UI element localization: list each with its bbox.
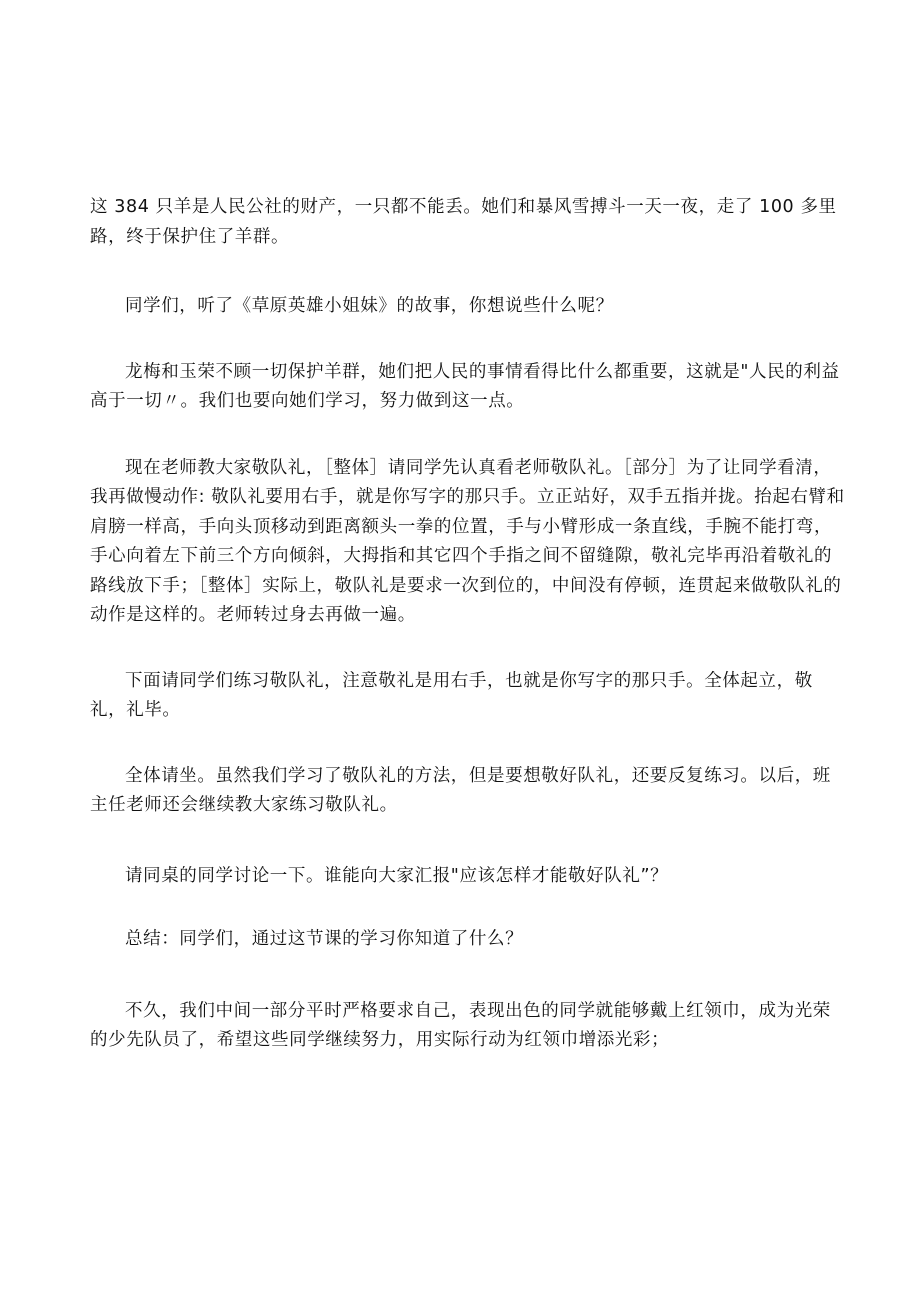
paragraph-practice-salute: 下面请同学们练习敬队礼，注意敬礼是用右手，也就是你写字的那只手。全体起立，敬礼，礼毕。 [90,670,813,720]
paragraph-people-interest: 龙梅和玉荣不顾一切保护羊群，她们把人民的事情看得比什么都重要，这就是"人民的利益高于一切〃。我们也要向她们学习，努力做到这一点。 [90,361,840,411]
paragraph-salute-instruction: 现在老师教大家敬队礼，［整体］请同学先认真看老师敬队礼。［部分］为了让同学看清，我再做慢动作: 敬队礼要用右手，就是你写字的那只手。立正站好，双手五指并拢。抬起右臂和肩膀一样高，手向头顶移动到距离额头一拳的位置，手与小臂形成一条直线，手腕不能打弯，手心向着左下前三个方向倾斜，大拇指和其它四个手指之间不留缝隙，敬礼完毕再沿着敬礼的路线放下手；［整体］实际上，敬队礼是要求一次到位的，中间没有停顿，连贯起来做敬队礼的动作是这样的。老师转过身去再做一遍。 [90,457,845,625]
paragraph-sheep-story: 这 384 只羊是人民公社的财产，一只都不能丢。她们和暴风雪搏斗一天一夜，走了 100 多里路，终于保护住了羊群。 [90,197,837,247]
document-page [90,193,845,1056]
paragraph-summary: 总结：同学们，通过这节课的学习你知道了什么？ [125,929,524,949]
paragraph-discussion: 请同桌的同学讨论一下。谁能向大家汇报"应该怎样才能敬好队礼”？ [125,865,669,886]
paragraph-sit-down: 全体请坐。虽然我们学习了敬队礼的方法，但是要想敬好队礼，还要反复练习。以后，班主任老师还会继续教大家练习敬队礼。 [90,765,831,815]
paragraph-red-scarf: 不久，我们中间一部分平时严格要求自己，表现出色的同学就能够戴上红领巾，成为光荣的少先队员了，希望这些同学继续努力，用实际行动为红领巾增添光彩； [90,1000,831,1050]
paragraph-question: 同学们，听了《草原英雄小姐妹》的故事，你想说些什么呢？ [125,296,614,316]
